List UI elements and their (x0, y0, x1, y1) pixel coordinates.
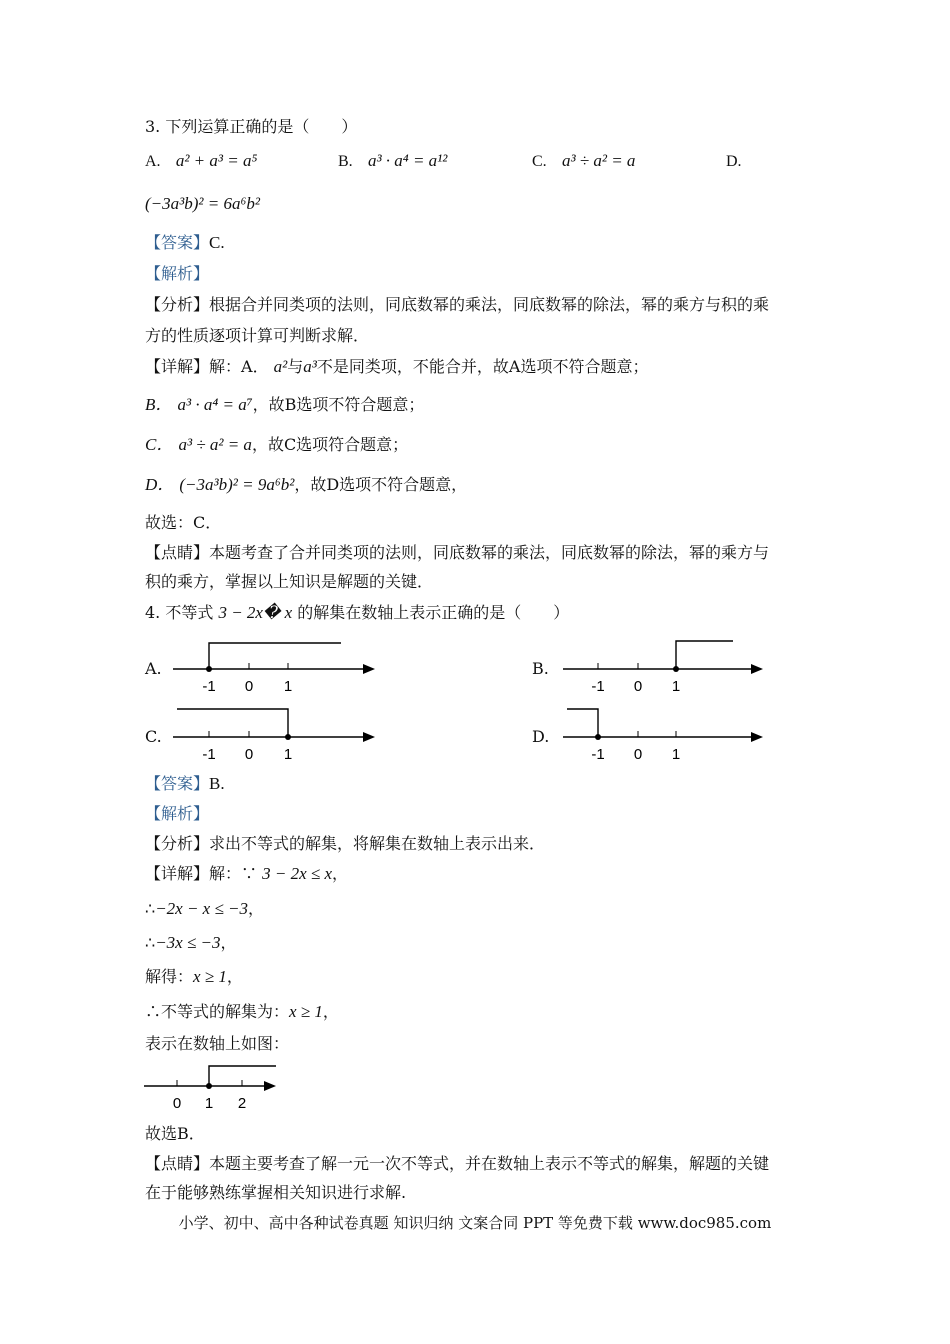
q3-dianjing-line2: 积的乘方，掌握以上知识是解题的关键． (145, 572, 434, 591)
tick-label: 2 (237, 1095, 247, 1112)
tick-label: -1 (202, 678, 216, 695)
q3-fenxi-line1 (145, 295, 769, 315)
math-expr: (−3a³b)² = 9a⁶b² (179, 475, 295, 494)
math-expr: 3 − 2x ≤ x (262, 864, 333, 883)
answer-tag: 【答案】 (145, 774, 210, 793)
q3-option-d-expr: (−3a³b)² = 6a⁶b² (145, 194, 260, 213)
q4-step1: ∴−2x − x ≤ −3， (145, 899, 265, 918)
text: 与 (287, 357, 304, 376)
option-letter: C. (532, 153, 547, 170)
option-expr: a³ · a⁴ = a¹² (367, 151, 448, 170)
jiexi-tag: 【解析】 (145, 264, 210, 283)
q4-step2: ∴−3x ≤ −3， (145, 933, 237, 952)
q3-option-b (338, 151, 447, 172)
q3-fenxi-line2: 方的性质逐项计算可判断求解． (145, 326, 370, 345)
tick-label: 0 (633, 678, 643, 695)
q3-stem: 3. 下列运算正确的是（ ） (145, 117, 358, 136)
tick-label: 0 (244, 746, 254, 763)
tick-label: 0 (633, 746, 643, 763)
q4-option-c-letter: C. (145, 727, 162, 746)
q3-line-d (145, 475, 467, 495)
q4-option-a-numberline (165, 635, 385, 697)
solid-dot (206, 666, 212, 672)
tick-label: 1 (283, 746, 293, 763)
option-expr: a² + a³ = a⁵ (175, 151, 258, 170)
option-letter: B. (338, 153, 353, 170)
solid-dot (595, 734, 601, 740)
q4-step4: ∴不等式的解集为：x ≥ 1， (145, 1002, 339, 1021)
tick-label: 0 (172, 1095, 182, 1112)
page-footer: 小学、初中、高中各种试卷真题 知识归纳 文案合同 PPT 等免费下载 www.doc985.com (178, 1214, 772, 1232)
solution-bracket (177, 709, 288, 737)
stem-prefix: 4. 不等式 (145, 603, 214, 622)
solution-bracket (209, 643, 341, 669)
tick-label: 1 (283, 678, 293, 695)
text: 不是同类项，不能合并，故A选项不符合题意； (316, 357, 649, 376)
q3-jiexi (145, 264, 209, 284)
q4-fenxi (145, 834, 545, 854)
q3-option-d-letter: D. (726, 153, 742, 170)
q4-option-c-numberline (165, 703, 385, 765)
math-expr: −2x − x ≤ −3 (155, 899, 249, 918)
arrow-right-icon (751, 664, 763, 674)
tick-label: 1 (671, 746, 681, 763)
q4-solution-numberline (140, 1060, 300, 1116)
math-expr: x ≥ 1 (193, 967, 227, 986)
q3-xiangjie (145, 357, 648, 377)
q4-option-b-letter: B. (532, 659, 549, 678)
math-expr: a³ (303, 357, 317, 376)
q4-stem (145, 603, 569, 623)
answer-value: C. (209, 233, 225, 252)
q3-line-b (145, 395, 424, 415)
tick-label: -1 (591, 746, 605, 763)
fenxi-tag: 【分析】 (145, 295, 210, 314)
math-expr: a² (273, 357, 288, 376)
dianjing-text: 本题考查了合并同类项的法则，同底数幂的乘法，同底数幂的除法，幂的乘方与 (209, 543, 770, 562)
q4-choose: 故选B． (145, 1124, 205, 1143)
q4-option-b-numberline (555, 635, 775, 697)
jiexi-tag: 【解析】 (145, 804, 210, 823)
text: ，故B选项不符合题意； (252, 395, 425, 414)
arrow-right-icon (363, 732, 375, 742)
q3-option-a (145, 151, 257, 172)
tick-label: 0 (244, 678, 254, 695)
q3-option-c (532, 151, 635, 172)
solution-bracket (676, 641, 733, 669)
math-expr: a³ ÷ a² = a (178, 435, 252, 454)
math-expr: x ≥ 1 (289, 1002, 323, 1021)
dianjing-tag: 【点睛】 (145, 1154, 210, 1173)
option-expr: a³ ÷ a² = a (561, 151, 636, 170)
q4-option-d-numberline (555, 703, 775, 765)
q4-dianjing-line1 (145, 1154, 769, 1174)
text: ，故C选项符合题意； (251, 435, 409, 454)
q4-xiangjie: 【详解】解：∵ 3 − 2x ≤ x， (145, 864, 349, 883)
arrow-right-icon (264, 1081, 276, 1091)
solution-bracket (567, 709, 598, 737)
fenxi-tag: 【分析】 (145, 834, 210, 853)
q3-line-c (145, 435, 408, 455)
solid-dot (673, 666, 679, 672)
answer-value: B. (209, 774, 225, 793)
arrow-right-icon (751, 732, 763, 742)
xiangjie-prefix: 解：A． (209, 357, 269, 376)
solid-dot (285, 734, 291, 740)
tick-label: -1 (591, 678, 605, 695)
text: ，故D选项不符合题意， (294, 475, 468, 494)
answer-tag: 【答案】 (145, 233, 210, 252)
q4-step3: 解得：x ≥ 1， (145, 967, 243, 986)
q3-dianjing-line1 (145, 543, 769, 563)
math-expr: −3x ≤ −3 (155, 933, 221, 952)
label: C． (145, 435, 174, 454)
q4-show-text: 表示在数轴上如图： (145, 1034, 290, 1053)
q4-answer (145, 774, 225, 794)
tick-label: 1 (204, 1095, 214, 1112)
label: D． (145, 475, 175, 494)
solid-dot (206, 1083, 212, 1089)
stem-suffix: 的解集在数轴上表示正确的是（ ） (297, 603, 570, 622)
arrow-right-icon (363, 664, 375, 674)
math-expr: a³ · a⁴ = a⁷ (177, 395, 253, 414)
q4-dianjing-line2: 在于能够熟练掌握相关知识进行求解. (145, 1183, 407, 1202)
option-letter: A. (145, 153, 161, 170)
label: B． (145, 395, 173, 414)
xiangjie-tag: 【详解】 (145, 357, 210, 376)
tick-label: 1 (671, 678, 681, 695)
dianjing-text: 本题主要考查了解一元一次不等式，并在数轴上表示不等式的解集，解题的关键 (209, 1154, 770, 1173)
xiangjie-prefix: 解：∵ (209, 864, 258, 883)
q4-option-d-letter: D. (532, 727, 550, 746)
fenxi-text: 求出不等式的解集，将解集在数轴上表示出来． (209, 834, 546, 853)
stem-expr: 3 − 2x� x (218, 603, 293, 622)
q3-choose: 故选：C． (145, 513, 222, 532)
q4-option-a-letter: A. (145, 659, 162, 678)
q4-jiexi (145, 804, 209, 824)
fenxi-text: 根据合并同类项的法则，同底数幂的乘法，同底数幂的除法，幂的乘方与积的乘 (209, 295, 770, 314)
xiangjie-tag: 【详解】 (145, 864, 210, 883)
q3-answer (145, 233, 225, 253)
tick-label: -1 (202, 746, 216, 763)
dianjing-tag: 【点睛】 (145, 543, 210, 562)
